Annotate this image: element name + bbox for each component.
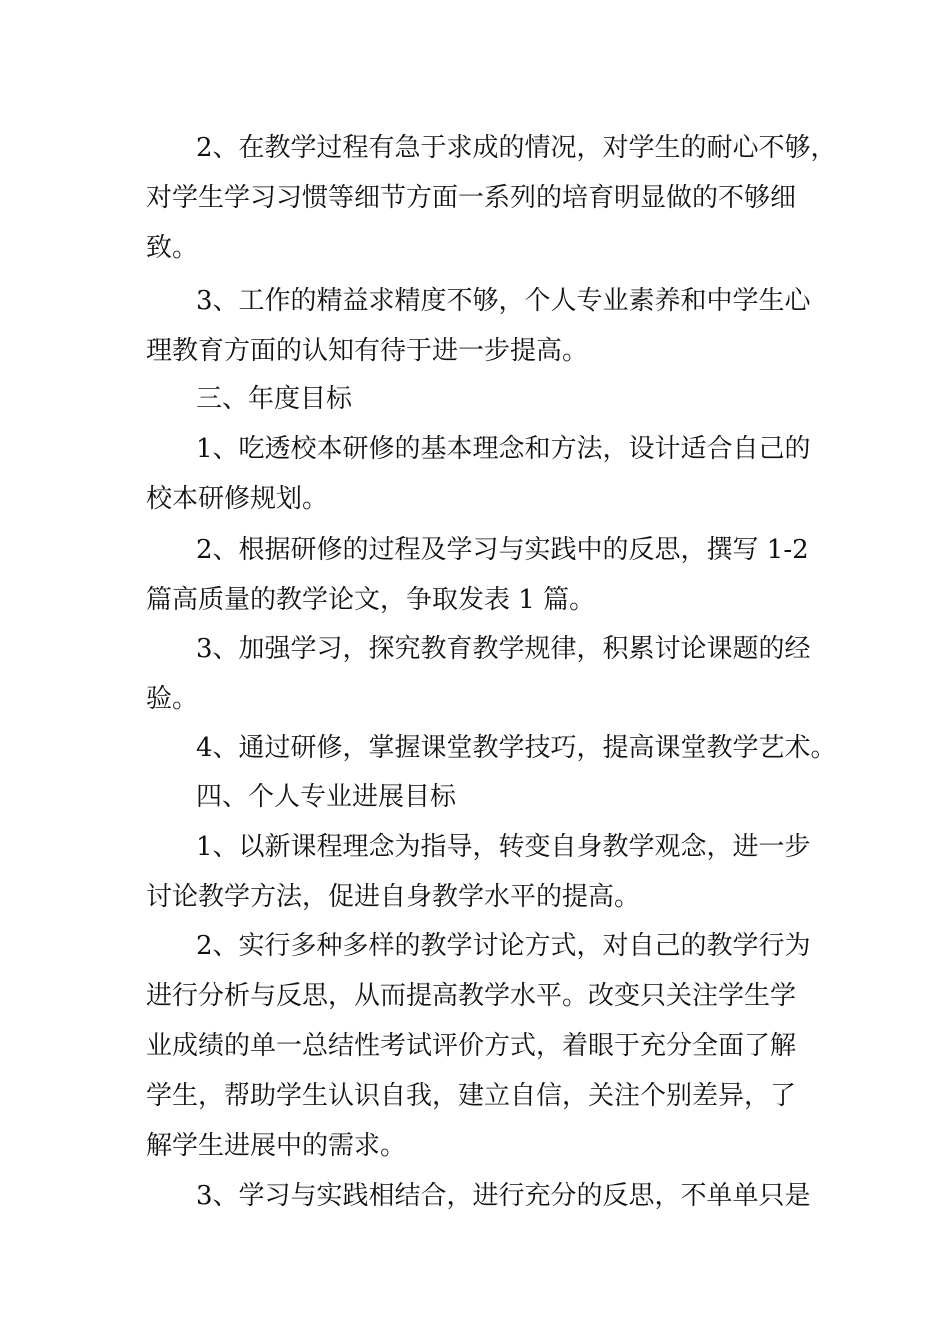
text-line: 致。 [146, 233, 199, 263]
text-line: 1、吃透校本研修的基本理念和方法，设计适合自己的 [196, 434, 811, 464]
text-line: 3、学习与实践相结合，进行充分的反思，不单单只是 [196, 1181, 811, 1211]
section-heading: 三、年度目标 [196, 384, 353, 414]
text-line: 对学生学习习惯等细节方面一系列的培育明显做的不够细 [146, 183, 797, 213]
text-line: 2、根据研修的过程及学习与实践中的反思，撰写 1-2 [196, 535, 809, 565]
text-line: 业成绩的单一总结性考试评价方式，着眼于充分全面了解 [146, 1031, 797, 1061]
text-line: 2、在教学过程有急于求成的情况，对学生的耐心不够， [196, 133, 837, 163]
text-line: 讨论教学方法，促进自身教学水平的提高。 [146, 882, 641, 912]
text-line: 校本研修规划。 [146, 484, 329, 514]
text-line: 验。 [146, 684, 199, 714]
text-line: 篇高质量的教学论文，争取发表 1 篇。 [146, 585, 596, 615]
text-line: 3、加强学习，探究教育教学规律，积累讨论课题的经 [196, 634, 811, 664]
text-line: 1、以新课程理念为指导，转变自身教学观念，进一步 [196, 832, 811, 862]
text-line: 3、工作的精益求精度不够，个人专业素养和中学生心 [196, 286, 811, 316]
text-line: 学生，帮助学生认识自我，建立自信，关注个别差异，了 [146, 1081, 797, 1111]
text-line: 理教育方面的认知有待于进一步提高。 [146, 336, 589, 366]
text-line: 4、通过研修，掌握课堂教学技巧，提高课堂教学艺术。 [196, 733, 837, 763]
section-heading: 四、个人专业进展目标 [196, 782, 457, 812]
text-line: 进行分析与反思，从而提高教学水平。改变只关注学生学 [146, 981, 797, 1011]
text-line: 解学生进展中的需求。 [146, 1131, 407, 1161]
text-line: 2、实行多种多样的教学讨论方式，对自己的教学行为 [196, 931, 811, 961]
